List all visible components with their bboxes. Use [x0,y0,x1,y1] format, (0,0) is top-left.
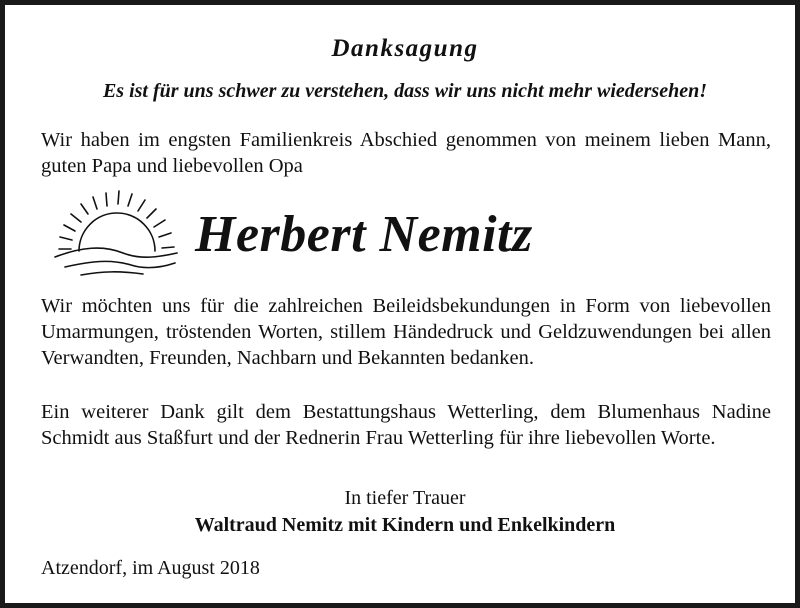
extra-thanks-paragraph: Ein weiterer Dank gilt dem Bestattungshaus Wetterling, dem Blumenhaus Nadine Schmidt aus Staßfurt und der Rednerin Frau Wetterling für ihre liebevollen Worte. [41,401,771,449]
deceased-name: Herbert Nemitz [195,206,533,263]
intro-paragraph: Wir haben im engsten Familienkreis Abschied genommen von meinem lieben Mann, guten Papa und liebevollen Opa [41,129,771,177]
signers-line: Waltraud Nemitz mit Kindern und Enkelkindern [194,514,616,536]
thanks-paragraph: Wir möchten uns für die zahlreichen Beileidsbekundungen in Form von liebevollen Umarmungen, tröstenden Worten, stillem Händedruck und Geldzuwendungen bei allen Verwandten, Freunden, Nachbarn und Bekannten bedanken. [41,295,771,369]
notice-heading: Danksagung [331,35,479,62]
mourning-line: In tiefer Trauer [344,487,466,509]
sunset-over-hills-icon [51,185,181,280]
place-date: Atzendorf, im August 2018 [41,557,260,579]
notice-subheading: Es ist für uns schwer zu verstehen, dass wir uns nicht mehr wiedersehen! [102,80,708,102]
